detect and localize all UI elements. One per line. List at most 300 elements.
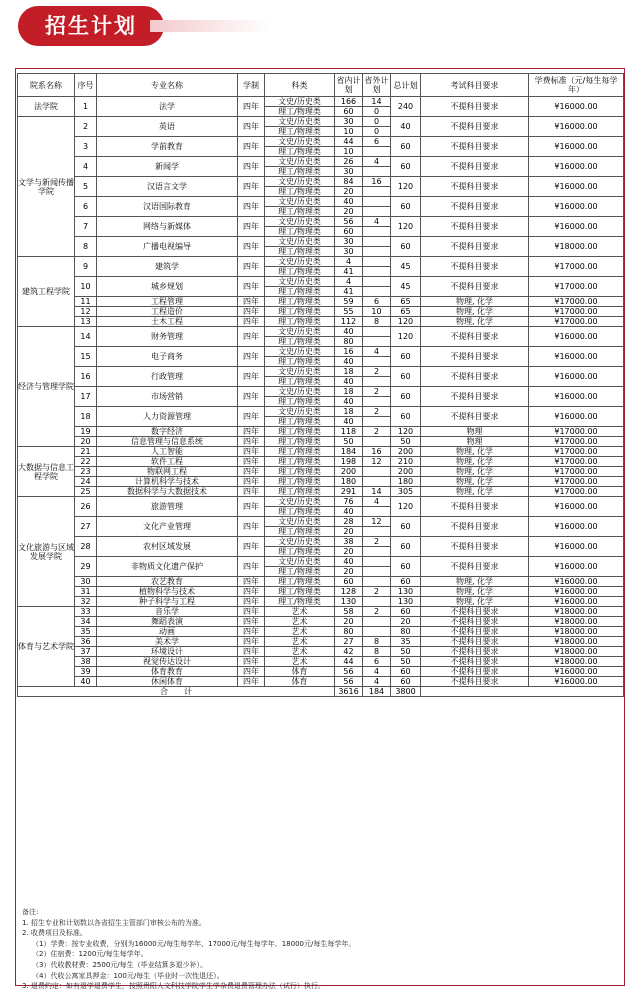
- tuition-fee: ¥17000.00: [529, 447, 624, 457]
- exam-requirement: 不提科目要求: [421, 647, 529, 657]
- out-province-plan: [363, 287, 391, 297]
- tuition-fee: ¥16000.00: [529, 387, 624, 407]
- total-plan: 60: [391, 347, 421, 367]
- out-province-plan: [363, 437, 391, 447]
- in-province-plan: 28: [335, 517, 363, 527]
- major-name: 英语: [97, 117, 238, 137]
- subject-type: 理工/物理类: [265, 427, 335, 437]
- total-plan: 60: [391, 667, 421, 677]
- totals-row: [18, 687, 624, 697]
- subject-type: 理工/物理类: [265, 207, 335, 217]
- exam-requirement: 物理, 化学: [421, 467, 529, 477]
- in-province-plan: 198: [335, 457, 363, 467]
- header-major: 专业名称: [97, 74, 238, 97]
- major-years: 四年: [238, 237, 265, 257]
- major-no: 15: [75, 347, 97, 367]
- major-no: 18: [75, 407, 97, 427]
- exam-requirement: 不提科目要求: [421, 137, 529, 157]
- out-province-plan: 2: [363, 607, 391, 617]
- major-years: 四年: [238, 487, 265, 497]
- subject-type: 艺术: [265, 607, 335, 617]
- table-row: [18, 627, 624, 637]
- major-no: 39: [75, 667, 97, 677]
- out-province-plan: 16: [363, 447, 391, 457]
- total-plan: 180: [391, 477, 421, 487]
- in-province-plan: 166: [335, 97, 363, 107]
- major-no: 14: [75, 327, 97, 347]
- subject-type: 理工/物理类: [265, 417, 335, 427]
- tuition-fee: ¥18000.00: [529, 237, 624, 257]
- major-name: 法学: [97, 97, 238, 117]
- table-row: [18, 617, 624, 627]
- subject-type: 理工/物理类: [265, 567, 335, 577]
- major-years: 四年: [238, 467, 265, 477]
- major-no: 19: [75, 427, 97, 437]
- table-row: [18, 477, 624, 487]
- total-plan: 305: [391, 487, 421, 497]
- major-years: 四年: [238, 317, 265, 327]
- major-name: 农艺教育: [97, 577, 238, 587]
- notes-line: （3）代收教材费：2500元/每生（毕业结算多退少补）。: [32, 960, 208, 969]
- enrollment-plan-frame: [15, 68, 625, 991]
- table-row: [18, 557, 624, 567]
- tuition-fee: ¥16000.00: [529, 407, 624, 427]
- out-province-plan: 16: [363, 177, 391, 187]
- out-province-plan: 2: [363, 407, 391, 417]
- tuition-fee: ¥16000.00: [529, 97, 624, 117]
- out-province-plan: 2: [363, 537, 391, 547]
- exam-requirement: 不提科目要求: [421, 327, 529, 347]
- subject-type: 理工/物理类: [265, 227, 335, 237]
- tuition-fee: ¥18000.00: [529, 657, 624, 667]
- major-no: 26: [75, 497, 97, 517]
- out-province-plan: [363, 617, 391, 627]
- major-years: 四年: [238, 157, 265, 177]
- table-row: [18, 347, 624, 357]
- tuition-fee: ¥16000.00: [529, 117, 624, 137]
- header-no: 序号: [75, 74, 97, 97]
- table-row: [18, 447, 624, 457]
- major-name: 网络与新媒体: [97, 217, 238, 237]
- in-province-plan: 60: [335, 227, 363, 237]
- subject-type: 艺术: [265, 647, 335, 657]
- in-province-plan: 180: [335, 477, 363, 487]
- major-years: 四年: [238, 607, 265, 617]
- table-row: [18, 437, 624, 447]
- major-name: 汉语言文学: [97, 177, 238, 197]
- major-no: 31: [75, 587, 97, 597]
- out-province-plan: [363, 247, 391, 257]
- out-province-plan: [363, 397, 391, 407]
- major-name: 人工智能: [97, 447, 238, 457]
- major-no: 27: [75, 517, 97, 537]
- total-plan: 60: [391, 197, 421, 217]
- table-row: [18, 667, 624, 677]
- total-plan: 60: [391, 367, 421, 387]
- major-no: 12: [75, 307, 97, 317]
- subject-type: 理工/物理类: [265, 467, 335, 477]
- subject-type: 文史/历史类: [265, 407, 335, 417]
- table-row: [18, 217, 624, 227]
- in-province-plan: 60: [335, 107, 363, 117]
- major-no: 30: [75, 577, 97, 587]
- in-province-plan: 112: [335, 317, 363, 327]
- in-province-plan: 80: [335, 627, 363, 637]
- subject-type: 理工/物理类: [265, 127, 335, 137]
- subject-type: 理工/物理类: [265, 487, 335, 497]
- table-row: [18, 407, 624, 417]
- tuition-fee: ¥17000.00: [529, 257, 624, 277]
- major-years: 四年: [238, 97, 265, 117]
- dept-name: 文化旅游与区域发展学院: [18, 497, 75, 607]
- in-province-plan: 20: [335, 617, 363, 627]
- tuition-fee: ¥16000.00: [529, 137, 624, 157]
- major-years: 四年: [238, 617, 265, 627]
- major-years: 四年: [238, 497, 265, 517]
- totals-out-province: 184: [363, 687, 391, 697]
- in-province-plan: 30: [335, 237, 363, 247]
- out-province-plan: 0: [363, 107, 391, 117]
- dept-name: 建筑工程学院: [18, 257, 75, 327]
- major-name: 广播电视编导: [97, 237, 238, 257]
- out-province-plan: 14: [363, 97, 391, 107]
- exam-requirement: 不提科目要求: [421, 657, 529, 667]
- subject-type: 艺术: [265, 657, 335, 667]
- subject-type: 理工/物理类: [265, 447, 335, 457]
- subject-type: 理工/物理类: [265, 437, 335, 447]
- header-out-province: 省外计划: [363, 74, 391, 97]
- out-province-plan: 4: [363, 497, 391, 507]
- major-name: 人力资源管理: [97, 407, 238, 427]
- out-province-plan: [363, 227, 391, 237]
- major-no: 21: [75, 447, 97, 457]
- major-name: 工程管理: [97, 297, 238, 307]
- subject-type: 艺术: [265, 617, 335, 627]
- major-years: 四年: [238, 667, 265, 677]
- subject-type: 艺术: [265, 627, 335, 637]
- out-province-plan: 6: [363, 657, 391, 667]
- major-no: 24: [75, 477, 97, 487]
- subject-type: 理工/物理类: [265, 107, 335, 117]
- tuition-fee: ¥16000.00: [529, 367, 624, 387]
- in-province-plan: 40: [335, 197, 363, 207]
- major-name: 计算机科学与技术: [97, 477, 238, 487]
- exam-requirement: 不提科目要求: [421, 367, 529, 387]
- in-province-plan: 18: [335, 387, 363, 397]
- major-name: 信息管理与信息系统: [97, 437, 238, 447]
- total-plan: 120: [391, 317, 421, 327]
- subject-type: 文史/历史类: [265, 387, 335, 397]
- in-province-plan: 84: [335, 177, 363, 187]
- in-province-plan: 59: [335, 297, 363, 307]
- exam-requirement: 不提科目要求: [421, 607, 529, 617]
- exam-requirement: 不提科目要求: [421, 157, 529, 177]
- in-province-plan: 26: [335, 157, 363, 167]
- in-province-plan: 18: [335, 407, 363, 417]
- totals-total: 3800: [391, 687, 421, 697]
- total-plan: 120: [391, 427, 421, 437]
- out-province-plan: 14: [363, 487, 391, 497]
- out-province-plan: 2: [363, 387, 391, 397]
- out-province-plan: [363, 147, 391, 157]
- tuition-fee: ¥16000.00: [529, 577, 624, 587]
- enrollment-table: [17, 73, 624, 697]
- in-province-plan: 20: [335, 567, 363, 577]
- tuition-fee: ¥18000.00: [529, 627, 624, 637]
- total-plan: 200: [391, 467, 421, 477]
- major-name: 建筑学: [97, 257, 238, 277]
- subject-type: 理工/物理类: [265, 597, 335, 607]
- major-no: 22: [75, 457, 97, 467]
- out-province-plan: [363, 337, 391, 347]
- major-name: 音乐学: [97, 607, 238, 617]
- in-province-plan: 27: [335, 637, 363, 647]
- notes-line: 3. 退费约定：如有退学退费学生，按照贵阳人文科技学院学生学杂费退费管理办法（试行）执行。: [22, 982, 325, 991]
- major-no: 7: [75, 217, 97, 237]
- major-no: 29: [75, 557, 97, 577]
- major-years: 四年: [238, 257, 265, 277]
- table-row: [18, 277, 624, 287]
- total-plan: 120: [391, 497, 421, 517]
- out-province-plan: [363, 477, 391, 487]
- header-subject: 科类: [265, 74, 335, 97]
- total-plan: 45: [391, 257, 421, 277]
- major-name: 舞蹈表演: [97, 617, 238, 627]
- table-row: [18, 307, 624, 317]
- in-province-plan: 40: [335, 557, 363, 567]
- total-plan: 50: [391, 647, 421, 657]
- subject-type: 文史/历史类: [265, 217, 335, 227]
- subject-type: 理工/物理类: [265, 187, 335, 197]
- major-years: 四年: [238, 197, 265, 217]
- tuition-fee: ¥16000.00: [529, 197, 624, 217]
- out-province-plan: [363, 187, 391, 197]
- exam-requirement: 不提科目要求: [421, 677, 529, 687]
- major-name: 土木工程: [97, 317, 238, 327]
- out-province-plan: [363, 237, 391, 247]
- out-province-plan: [363, 257, 391, 267]
- in-province-plan: 30: [335, 117, 363, 127]
- tuition-fee: ¥16000.00: [529, 587, 624, 597]
- exam-requirement: 不提科目要求: [421, 517, 529, 537]
- in-province-plan: 30: [335, 247, 363, 257]
- major-name: 休闲体育: [97, 677, 238, 687]
- exam-requirement: 不提科目要求: [421, 217, 529, 237]
- out-province-plan: [363, 597, 391, 607]
- in-province-plan: 40: [335, 377, 363, 387]
- table-row: [18, 677, 624, 687]
- exam-requirement: 物理, 化学: [421, 577, 529, 587]
- exam-requirement: 物理, 化学: [421, 587, 529, 597]
- header-total: 总计划: [391, 74, 421, 97]
- exam-requirement: 不提科目要求: [421, 347, 529, 367]
- page-title-banner: 招生计划: [18, 6, 164, 46]
- major-no: 5: [75, 177, 97, 197]
- in-province-plan: 56: [335, 667, 363, 677]
- exam-requirement: 不提科目要求: [421, 537, 529, 557]
- major-name: 种子科学与工程: [97, 597, 238, 607]
- tuition-fee: ¥16000.00: [529, 327, 624, 347]
- tuition-fee: ¥16000.00: [529, 177, 624, 197]
- tuition-fee: ¥17000.00: [529, 477, 624, 487]
- out-province-plan: 4: [363, 347, 391, 357]
- tuition-fee: ¥16000.00: [529, 557, 624, 577]
- in-province-plan: 128: [335, 587, 363, 597]
- subject-type: 理工/物理类: [265, 167, 335, 177]
- subject-type: 文史/历史类: [265, 117, 335, 127]
- total-plan: 65: [391, 307, 421, 317]
- major-years: 四年: [238, 517, 265, 537]
- table-row: [18, 317, 624, 327]
- major-no: 40: [75, 677, 97, 687]
- in-province-plan: 184: [335, 447, 363, 457]
- in-province-plan: 56: [335, 677, 363, 687]
- in-province-plan: 40: [335, 357, 363, 367]
- subject-type: 理工/物理类: [265, 507, 335, 517]
- subject-type: 理工/物理类: [265, 337, 335, 347]
- major-no: 10: [75, 277, 97, 297]
- in-province-plan: 50: [335, 437, 363, 447]
- out-province-plan: 8: [363, 637, 391, 647]
- in-province-plan: 40: [335, 327, 363, 337]
- in-province-plan: 42: [335, 647, 363, 657]
- major-name: 财务管理: [97, 327, 238, 347]
- subject-type: 文史/历史类: [265, 197, 335, 207]
- major-years: 四年: [238, 387, 265, 407]
- major-no: 1: [75, 97, 97, 117]
- major-years: 四年: [238, 177, 265, 197]
- total-plan: 60: [391, 607, 421, 617]
- tuition-fee: ¥16000.00: [529, 517, 624, 537]
- subject-type: 理工/物理类: [265, 287, 335, 297]
- in-province-plan: 20: [335, 527, 363, 537]
- exam-requirement: 不提科目要求: [421, 557, 529, 577]
- major-years: 四年: [238, 427, 265, 437]
- in-province-plan: 10: [335, 127, 363, 137]
- in-province-plan: 60: [335, 577, 363, 587]
- major-name: 视觉传达设计: [97, 657, 238, 667]
- major-no: 33: [75, 607, 97, 617]
- major-no: 17: [75, 387, 97, 407]
- in-province-plan: 10: [335, 147, 363, 157]
- major-years: 四年: [238, 537, 265, 557]
- out-province-plan: [363, 377, 391, 387]
- subject-type: 文史/历史类: [265, 557, 335, 567]
- in-province-plan: 41: [335, 267, 363, 277]
- header-in-province: 省内计划: [335, 74, 363, 97]
- in-province-plan: 58: [335, 607, 363, 617]
- major-years: 四年: [238, 577, 265, 587]
- out-province-plan: [363, 267, 391, 277]
- major-years: 四年: [238, 217, 265, 237]
- subject-type: 文史/历史类: [265, 517, 335, 527]
- in-province-plan: 20: [335, 207, 363, 217]
- in-province-plan: 55: [335, 307, 363, 317]
- subject-type: 文史/历史类: [265, 277, 335, 287]
- tuition-fee: ¥17000.00: [529, 427, 624, 437]
- exam-requirement: 不提科目要求: [421, 667, 529, 677]
- major-years: 四年: [238, 677, 265, 687]
- total-plan: 35: [391, 637, 421, 647]
- major-name: 物联网工程: [97, 467, 238, 477]
- exam-requirement: 不提科目要求: [421, 117, 529, 137]
- out-province-plan: 4: [363, 667, 391, 677]
- table-row: [18, 517, 624, 527]
- subject-type: 理工/物理类: [265, 547, 335, 557]
- major-name: 美术学: [97, 637, 238, 647]
- exam-requirement: 不提科目要求: [421, 97, 529, 117]
- tuition-fee: ¥16000.00: [529, 597, 624, 607]
- out-province-plan: [363, 527, 391, 537]
- dept-name: 大数据与信息工程学院: [18, 447, 75, 497]
- out-province-plan: 6: [363, 137, 391, 147]
- tuition-fee: ¥16000.00: [529, 217, 624, 237]
- subject-type: 理工/物理类: [265, 297, 335, 307]
- out-province-plan: 10: [363, 307, 391, 317]
- subject-type: 文史/历史类: [265, 537, 335, 547]
- subject-type: 文史/历史类: [265, 177, 335, 187]
- major-years: 四年: [238, 327, 265, 347]
- out-province-plan: 4: [363, 677, 391, 687]
- out-province-plan: 12: [363, 517, 391, 527]
- major-name: 环境设计: [97, 647, 238, 657]
- table-row: [18, 97, 624, 107]
- tuition-fee: ¥18000.00: [529, 647, 624, 657]
- table-row: [18, 137, 624, 147]
- subject-type: 理工/物理类: [265, 527, 335, 537]
- subject-type: 文史/历史类: [265, 347, 335, 357]
- totals-label: 合 计: [18, 687, 335, 697]
- notes-line: 1. 招生专业和计划数以各省招生主管部门审核公布的为准。: [22, 918, 206, 927]
- tuition-fee: ¥17000.00: [529, 277, 624, 297]
- major-no: 4: [75, 157, 97, 177]
- in-province-plan: 200: [335, 467, 363, 477]
- table-row: [18, 237, 624, 247]
- in-province-plan: 291: [335, 487, 363, 497]
- total-plan: 60: [391, 537, 421, 557]
- exam-requirement: 不提科目要求: [421, 177, 529, 197]
- banner-decoration: [150, 20, 270, 32]
- subject-type: 理工/物理类: [265, 317, 335, 327]
- major-name: 学前教育: [97, 137, 238, 157]
- major-no: 16: [75, 367, 97, 387]
- exam-requirement: 不提科目要求: [421, 627, 529, 637]
- total-plan: 130: [391, 587, 421, 597]
- in-province-plan: 118: [335, 427, 363, 437]
- in-province-plan: 20: [335, 547, 363, 557]
- out-province-plan: [363, 547, 391, 557]
- total-plan: 60: [391, 237, 421, 257]
- subject-type: 理工/物理类: [265, 357, 335, 367]
- out-province-plan: [363, 627, 391, 637]
- subject-type: 理工/物理类: [265, 267, 335, 277]
- table-row: [18, 157, 624, 167]
- total-plan: 65: [391, 297, 421, 307]
- total-plan: 45: [391, 277, 421, 297]
- major-no: 37: [75, 647, 97, 657]
- exam-requirement: 不提科目要求: [421, 497, 529, 517]
- table-body: [18, 97, 624, 687]
- major-years: 四年: [238, 587, 265, 597]
- in-province-plan: 40: [335, 507, 363, 517]
- major-no: 32: [75, 597, 97, 607]
- subject-type: 理工/物理类: [265, 587, 335, 597]
- total-plan: 60: [391, 157, 421, 177]
- in-province-plan: 41: [335, 287, 363, 297]
- subject-type: 文史/历史类: [265, 327, 335, 337]
- in-province-plan: 76: [335, 497, 363, 507]
- major-no: 6: [75, 197, 97, 217]
